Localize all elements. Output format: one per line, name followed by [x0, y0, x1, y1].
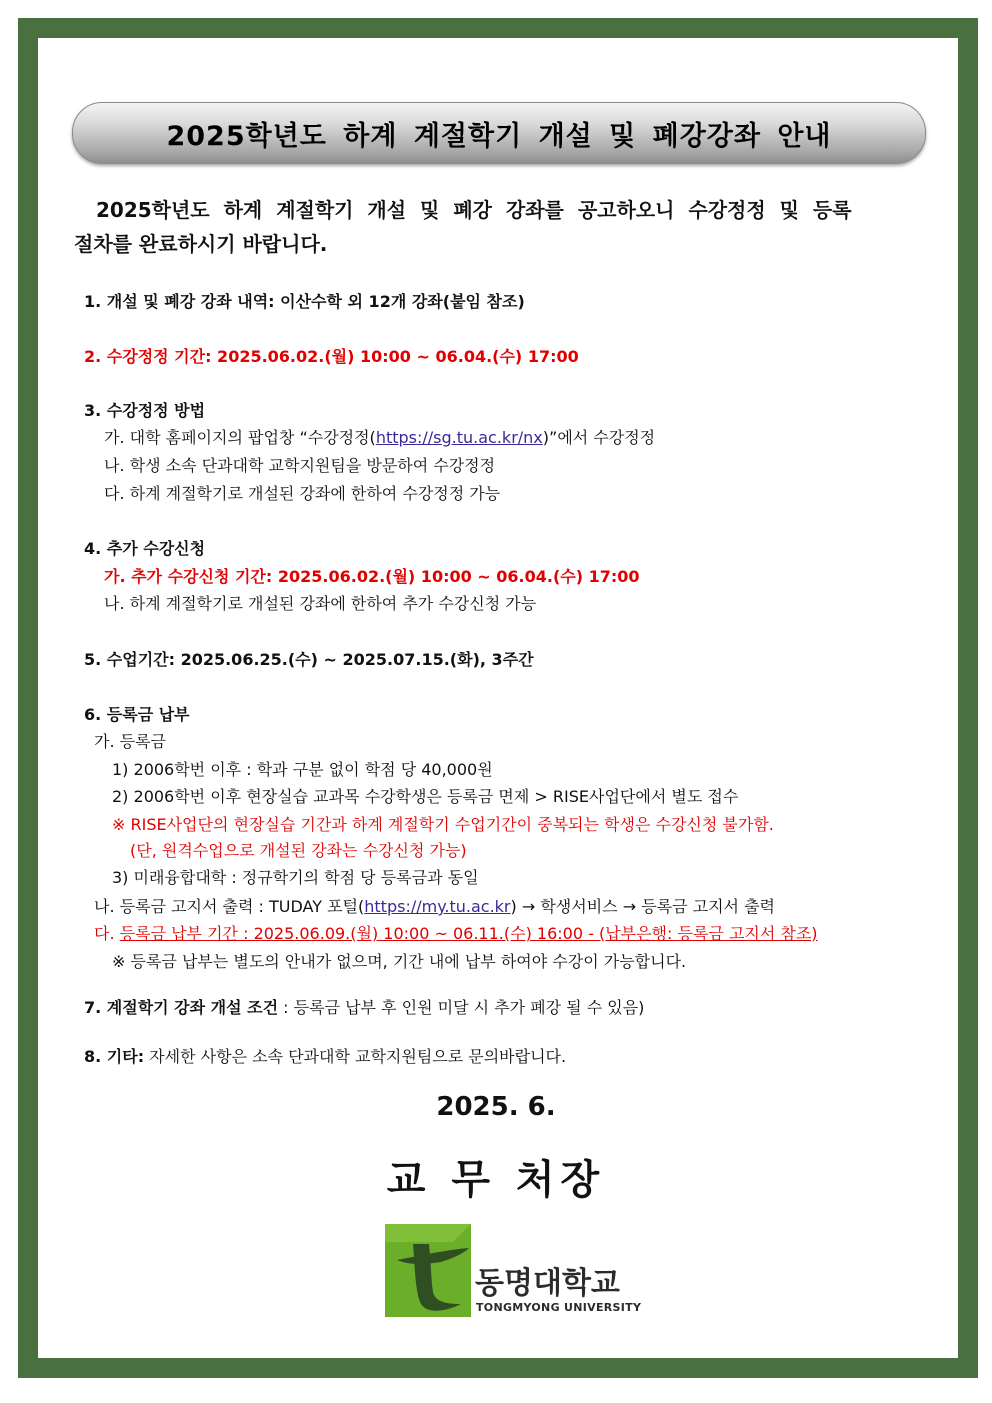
- section-6-note-1: ※ RISE사업단의 현장실습 기간과 하계 계절학기 수업기간이 중복되는 학생은 수강신청 불가함.: [112, 815, 774, 834]
- section-8: 8. 기타: 자세한 사항은 소속 단과대학 교학지원팀으로 문의바랍니다.: [84, 1047, 567, 1066]
- section-7: 7. 계절학기 강좌 개설 조건 : 등록금 납부 후 인원 미달 시 추가 폐강 될 수 있음): [84, 998, 645, 1017]
- section-4-b: 나. 하계 계절학기로 개설된 강좌에 한하여 추가 수강신청 가능: [104, 594, 537, 613]
- section-6-b: 나. 등록금 고지서 출력 : TUDAY 포털(https://my.tu.ac.kr) → 학생서비스 → 등록금 고지서 출력: [94, 897, 776, 916]
- section-6-note-2: (단, 원격수업으로 개설된 강좌는 수강신청 가능): [130, 841, 467, 860]
- section-6-a3: 3) 미래융합대학 : 정규학기의 학점 당 등록금과 동일: [112, 868, 479, 887]
- section-1: 1. 개설 및 폐강 강좌 내역: 이산수학 외 12개 강좌(붙임 참조): [84, 292, 525, 311]
- section-6-note-3: ※ 등록금 납부는 별도의 안내가 없으며, 기간 내에 납부 하여야 수강이 가능합니다.: [112, 952, 687, 971]
- notice-date: 2025. 6.: [436, 1092, 556, 1122]
- section-6-a2: 2) 2006학번 이후 현장실습 교과목 수강학생은 등록금 면제 > RISE사업단에서 별도 접수: [112, 787, 739, 806]
- issuer-signature: 교 무 처장: [386, 1157, 606, 1203]
- section-6-a1: 1) 2006학번 이후 : 학과 구분 없이 학점 당 40,000원: [112, 760, 493, 779]
- section-6-a: 가. 등록금: [94, 732, 166, 751]
- intro-line-2: 절차를 완료하시기 바랍니다.: [74, 232, 328, 256]
- section-2-period: 2. 수강정정 기간: 2025.06.02.(월) 10:00 ~ 06.04.(수) 17:00: [84, 347, 579, 366]
- university-name: 동명대학교: [475, 1266, 620, 1301]
- section-4-a: 가. 추가 수강신청 기간: 2025.06.02.(월) 10:00 ~ 06.04.(수) 17:00: [104, 567, 640, 586]
- section-5: 5. 수업기간: 2025.06.25.(수) ~ 2025.07.15.(화), 3주간: [84, 650, 534, 669]
- section-4-heading: 4. 추가 수강신청: [84, 539, 206, 558]
- section-3-c: 다. 하계 계절학기로 개설된 강좌에 한하여 수강정정 가능: [104, 484, 501, 503]
- section-3-a: 가. 대학 홈페이지의 팝업창 “수강정정(https://sg.tu.ac.kr/nx)”에서 수강정정: [104, 428, 656, 447]
- section-3-b: 나. 학생 소속 단과대학 교학지원팀을 방문하여 수강정정: [104, 456, 496, 475]
- intro-line-1: 2025학년도 하계 계절학기 개설 및 폐강 강좌를 공고하오니 수강정정 및 등록: [96, 198, 852, 222]
- sugang-link[interactable]: https://sg.tu.ac.kr/nx: [375, 428, 543, 447]
- intro-paragraph: [74, 193, 940, 261]
- section-3-heading: 3. 수강정정 방법: [84, 401, 206, 420]
- university-name-english: TONGMYONG UNIVERSITY: [476, 1301, 642, 1314]
- page-title: 2025학년도 하계 계절학기 개설 및 폐강강좌 안내: [166, 120, 832, 152]
- section-6-heading: 6. 등록금 납부: [84, 705, 190, 724]
- section-6-c: 다. 등록금 납부 기간 : 2025.06.09.(월) 10:00 ~ 06.11.(수) 16:00 - (납부은행: 등록금 고지서 참조): [94, 924, 818, 943]
- title-banner: [72, 102, 926, 164]
- tuday-portal-link[interactable]: https://my.tu.ac.kr: [364, 897, 511, 916]
